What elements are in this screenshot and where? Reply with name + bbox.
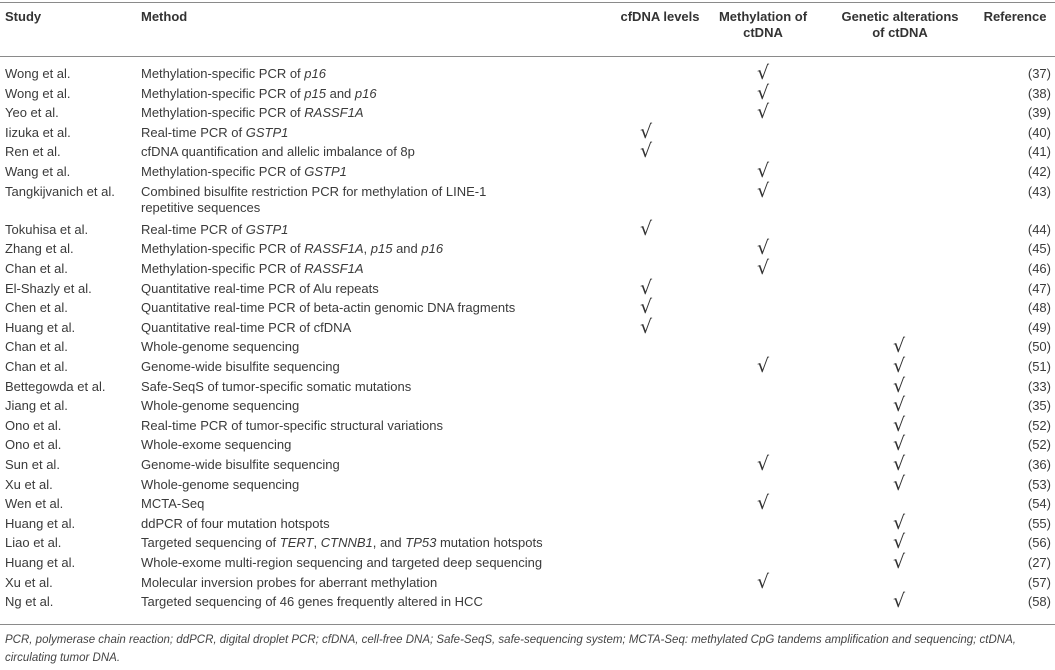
- cell-study: Wen et al.: [5, 496, 64, 512]
- check-cfdna-levels: √: [640, 120, 653, 143]
- cell-reference: (46): [1027, 261, 1051, 276]
- check-genetic-alterations: √: [893, 355, 906, 377]
- cell-study: Chan et al.: [5, 359, 68, 374]
- cell-reference: (50): [1027, 339, 1051, 355]
- cell-study: Tokuhisa et al.: [5, 221, 89, 237]
- check-methylation: √: [757, 237, 770, 260]
- cell-reference: (39): [1027, 105, 1051, 121]
- cell-study: Chan et al.: [5, 261, 68, 276]
- check-methylation: √: [757, 160, 770, 182]
- cell-study: Ng et al.: [5, 594, 54, 610]
- cell-reference: (33): [1027, 378, 1051, 394]
- cell-study: Huang et al.: [5, 319, 76, 335]
- cell-method: Methylation-specific PCR of p15 and p16: [141, 85, 377, 101]
- header-study: Study: [5, 9, 42, 24]
- cell-reference: (47): [1027, 280, 1051, 296]
- header-genetic-alterations: [824, 9, 976, 41]
- check-methylation: √: [757, 62, 770, 84]
- cell-study: El-Shazly et al.: [5, 280, 92, 296]
- check-methylation: √: [757, 492, 770, 515]
- check-genetic-alterations: √: [893, 472, 906, 495]
- cell-reference: (52): [1027, 437, 1051, 453]
- table-footnote: PCR, polymerase chain reaction; ddPCR, digital droplet PCR; cfDNA, cell-free DNA; Safe-SeqS, safe-sequencing system; MCTA-Seq: methylated CpG tandems amplification and sequencing; ctDNA, circulating tumor DNA.: [5, 634, 1016, 664]
- cell-method: Genome-wide bisulfite sequencing: [141, 359, 340, 374]
- header-methylation: [708, 9, 818, 41]
- cell-method: Real-time PCR of GSTP1: [141, 221, 289, 237]
- cell-reference: (56): [1027, 535, 1051, 551]
- cell-method: Methylation-specific PCR of p16: [141, 66, 326, 81]
- cell-method: cfDNA quantification and allelic imbalance of 8p: [141, 144, 415, 160]
- check-genetic-alterations: √: [893, 531, 906, 554]
- cell-study: Sun et al.: [5, 457, 60, 472]
- cell-reference: (27): [1027, 555, 1051, 570]
- cell-method: Genome-wide bisulfite sequencing: [141, 457, 340, 472]
- cell-study: Xu et al.: [5, 574, 53, 590]
- cell-reference: (37): [1027, 66, 1051, 81]
- cell-method: Quantitative real-time PCR of cfDNA: [141, 319, 352, 335]
- cell-method: MCTA-Seq: [141, 496, 205, 512]
- cell-method: Targeted sequencing of 46 genes frequently altered in HCC: [141, 594, 483, 610]
- cell-reference: (36): [1027, 457, 1051, 472]
- check-genetic-alterations: √: [893, 394, 906, 417]
- cell-study: Huang et al.: [5, 515, 76, 531]
- check-methylation: √: [757, 453, 770, 475]
- cell-reference: (43): [1027, 183, 1051, 199]
- cell-method: Targeted sequencing of TERT, CTNNB1, and TP53 mutation hotspots: [141, 535, 543, 551]
- cell-reference: (41): [1027, 144, 1051, 160]
- check-methylation: √: [757, 101, 770, 124]
- cell-study: Bettegowda et al.: [5, 378, 106, 394]
- cell-study: Xu et al.: [5, 476, 53, 492]
- cell-method: Quantitative real-time PCR of beta-actin genomic DNA fragments: [141, 300, 516, 316]
- check-genetic-alterations: √: [893, 335, 906, 358]
- check-cfdna-levels: √: [640, 296, 653, 319]
- cell-method: Whole-genome sequencing: [141, 339, 300, 355]
- cell-method: Safe-SeqS of tumor-specific somatic mutations: [141, 378, 412, 394]
- header-cfdna-levels: cfDNA levels: [620, 9, 700, 24]
- table-header-rule: [0, 56, 1055, 57]
- check-cfdna-levels: √: [640, 276, 653, 299]
- check-methylation: √: [757, 570, 770, 593]
- check-methylation: √: [757, 179, 770, 202]
- check-methylation: √: [757, 257, 770, 279]
- check-genetic-alterations: √: [893, 453, 906, 475]
- cell-reference: (57): [1027, 574, 1051, 590]
- cell-method: Whole-genome sequencing: [141, 476, 300, 492]
- cell-method: Whole-genome sequencing: [141, 398, 300, 414]
- cell-method: Methylation-specific PCR of RASSF1A: [141, 261, 364, 276]
- check-cfdna-levels: √: [640, 315, 653, 338]
- header-genetic-line1: Genetic alterations: [841, 9, 959, 24]
- cell-reference: (38): [1027, 85, 1051, 101]
- cell-method: Real-time PCR of tumor-specific structural variations: [141, 417, 443, 433]
- cell-reference: (58): [1027, 594, 1051, 610]
- check-genetic-alterations: √: [893, 374, 906, 397]
- check-genetic-alterations: √: [893, 433, 906, 456]
- check-genetic-alterations: √: [893, 511, 906, 534]
- cell-reference: (48): [1027, 300, 1051, 316]
- cell-method: Real-time PCR of GSTP1: [141, 124, 289, 140]
- cell-reference: (44): [1027, 221, 1051, 237]
- cell-study: Huang et al.: [5, 555, 76, 570]
- cell-reference: (54): [1027, 496, 1051, 512]
- cell-method: Methylation-specific PCR of RASSF1A, p15 and p16: [141, 241, 444, 257]
- cell-reference: (53): [1027, 476, 1051, 492]
- check-genetic-alterations: √: [893, 413, 906, 436]
- cell-study: Wong et al.: [5, 85, 71, 101]
- header-methylation-line2: ctDNA: [743, 25, 783, 40]
- cell-reference: (49): [1027, 319, 1051, 335]
- cell-method: Molecular inversion probes for aberrant methylation: [141, 574, 438, 590]
- cell-study: Chan et al.: [5, 339, 68, 355]
- cell-reference: (45): [1027, 241, 1051, 257]
- cell-study: Yeo et al.: [5, 105, 59, 121]
- cell-study: Jiang et al.: [5, 398, 68, 414]
- check-genetic-alterations: √: [893, 590, 906, 613]
- cell-reference: (40): [1027, 124, 1051, 140]
- check-methylation: √: [757, 355, 770, 377]
- cell-reference: (52): [1027, 417, 1051, 433]
- cell-method: Whole-exome sequencing: [141, 437, 292, 453]
- cell-reference: (51): [1027, 359, 1051, 374]
- cell-study: Ono et al.: [5, 437, 62, 453]
- header-methylation-line1: Methylation of: [718, 9, 808, 24]
- cell-method: Methylation-specific PCR of RASSF1A: [141, 105, 364, 121]
- check-cfdna-levels: √: [640, 217, 653, 240]
- header-method: Method: [141, 9, 188, 24]
- cell-study: Zhang et al.: [5, 241, 74, 257]
- cell-method: ddPCR of four mutation hotspots: [141, 515, 330, 531]
- table-top-rule: [0, 2, 1055, 3]
- cell-study: Ren et al.: [5, 144, 61, 160]
- cell-method: Combined bisulfite restriction PCR for methylation of LINE-1 repetitive sequences: [141, 183, 487, 215]
- cell-study: Wang et al.: [5, 164, 71, 179]
- check-methylation: √: [757, 81, 770, 104]
- cell-study: Tangkijvanich et al.: [5, 183, 115, 199]
- cell-study: Liao et al.: [5, 535, 62, 551]
- cell-method: Whole-exome multi-region sequencing and targeted deep sequencing: [141, 555, 543, 570]
- cell-reference: (42): [1027, 164, 1051, 179]
- cell-study: Ono et al.: [5, 417, 62, 433]
- cell-study: Wong et al.: [5, 66, 71, 81]
- cell-study: Chen et al.: [5, 300, 68, 316]
- cell-study: Iizuka et al.: [5, 124, 71, 140]
- cell-reference: (35): [1027, 398, 1051, 414]
- cell-method: Quantitative real-time PCR of Alu repeats: [141, 280, 379, 296]
- header-reference: Reference: [983, 9, 1047, 24]
- table-bottom-rule: [0, 624, 1055, 625]
- cell-reference: (55): [1027, 515, 1051, 531]
- header-genetic-line2: of ctDNA: [872, 25, 928, 40]
- check-cfdna-levels: √: [640, 140, 653, 163]
- cell-method: Methylation-specific PCR of GSTP1: [141, 164, 347, 179]
- check-genetic-alterations: √: [893, 551, 906, 573]
